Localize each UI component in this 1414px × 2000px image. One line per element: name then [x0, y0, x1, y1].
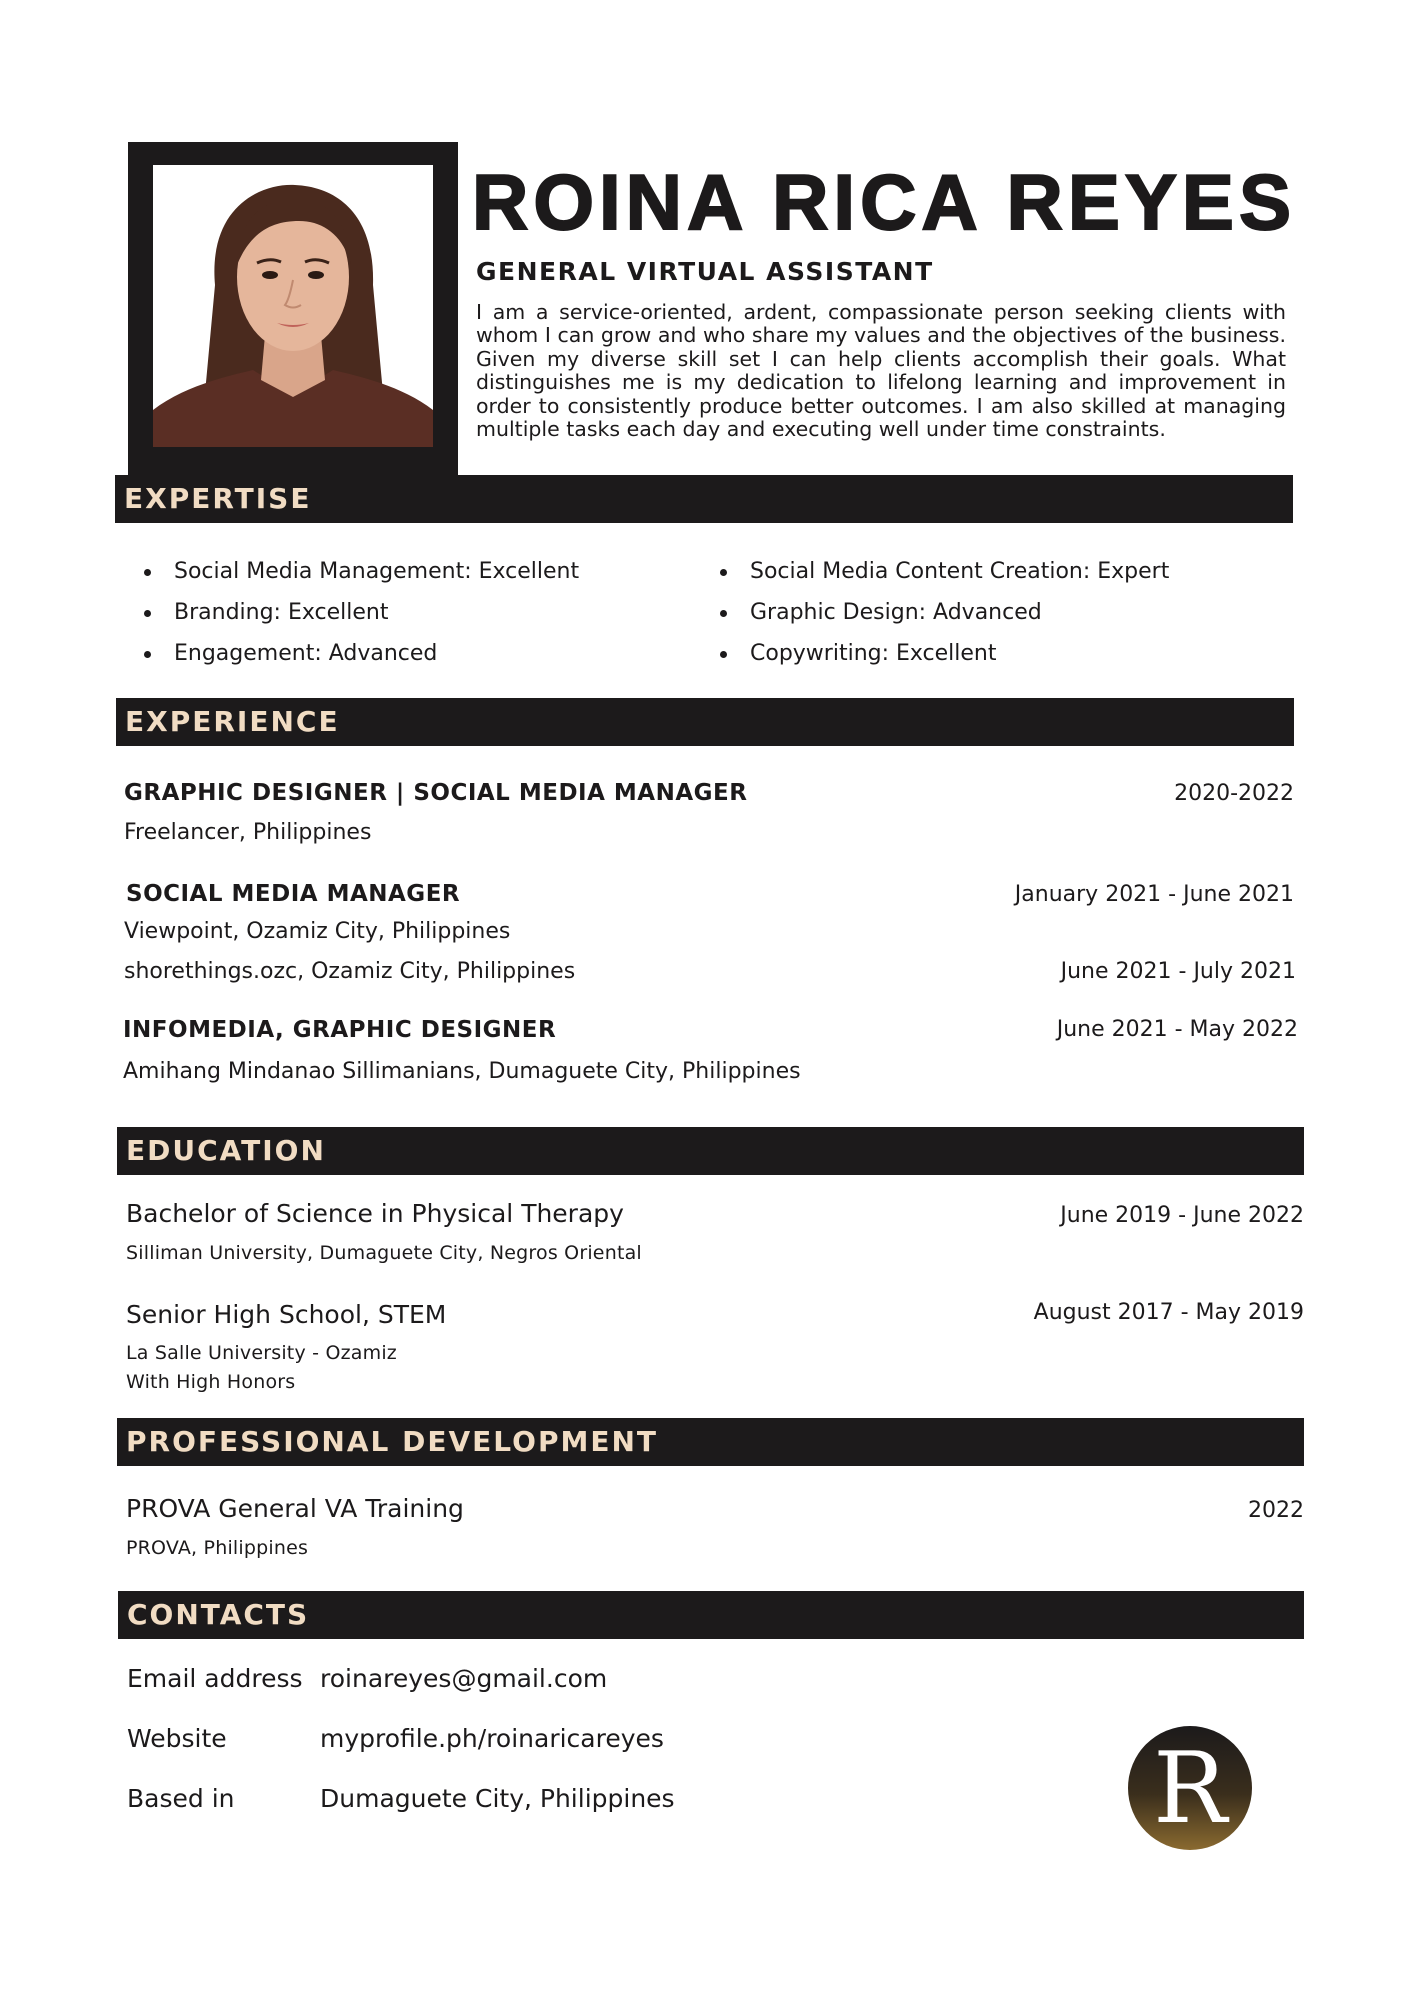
contacts-heading: CONTACTS	[118, 1591, 1304, 1639]
website-value[interactable]: myprofile.ph/roinaricareyes	[320, 1724, 664, 1753]
expertise-heading: EXPERTISE	[115, 475, 1293, 523]
job-date-2b: June 2021 - July 2021	[1060, 959, 1296, 984]
profile-photo	[153, 165, 433, 447]
school-2: La Salle University - Ozamiz	[126, 1342, 397, 1364]
job-place-2: Viewpoint, Ozamiz City, Philippines	[124, 919, 511, 944]
expertise-list-left	[144, 551, 579, 674]
job-date-1: 2020-2022	[1174, 781, 1294, 806]
list-item: Branding: Excellent	[144, 592, 579, 633]
list-item: Social Media Management: Excellent	[144, 551, 579, 592]
degree-date-1: June 2019 - June 2022	[1060, 1203, 1304, 1228]
email-label: Email address	[127, 1664, 303, 1693]
degree-2: Senior High School, STEM	[126, 1300, 447, 1329]
education-heading: EDUCATION	[117, 1127, 1304, 1175]
location-value: Dumaguete City, Philippines	[320, 1784, 675, 1813]
location-label: Based in	[127, 1784, 235, 1813]
monogram-logo	[1128, 1726, 1252, 1850]
school-2-note: With High Honors	[126, 1371, 296, 1393]
development-heading: PROFESSIONAL DEVELOPMENT	[117, 1418, 1304, 1466]
experience-heading: EXPERIENCE	[116, 698, 1294, 746]
job-date-2: January 2021 - June 2021	[1014, 882, 1294, 907]
job-title: GENERAL VIRTUAL ASSISTANT	[476, 257, 934, 286]
profile-summary: I am a service-oriented, ardent, compassionate person seeking clients with whom I can grow and who share my values and the objectives of the business. Given my diverse skill set I can help clients accomplish their goals. What distinguishes me is my dedication to lifelong learning and improvement in order to consistently produce better outcomes. I am also skilled at managing multiple tasks each day and executing well under time constraints.	[476, 300, 1286, 442]
course-date: 2022	[1248, 1498, 1304, 1523]
course-name: PROVA General VA Training	[126, 1494, 464, 1523]
list-item: Engagement: Advanced	[144, 633, 579, 674]
expertise-list-right	[720, 551, 1169, 674]
course-org: PROVA, Philippines	[126, 1537, 309, 1559]
job-place-1: Freelancer, Philippines	[124, 820, 372, 845]
job-title-3: INFOMEDIA, GRAPHIC DESIGNER	[123, 1017, 557, 1043]
candidate-name: ROINA RICA REYES	[472, 158, 1296, 246]
list-item: Graphic Design: Advanced	[720, 592, 1169, 633]
job-title-1: GRAPHIC DESIGNER | SOCIAL MEDIA MANAGER	[124, 780, 748, 806]
job-place-3: Amihang Mindanao Sillimanians, Dumaguete City, Philippines	[123, 1059, 801, 1084]
email-value[interactable]: roinareyes@gmail.com	[320, 1664, 608, 1693]
job-title-2: SOCIAL MEDIA MANAGER	[126, 881, 461, 907]
job-date-3: June 2021 - May 2022	[1056, 1017, 1298, 1042]
job-place-2b: shorethings.ozc, Ozamiz City, Philippines	[124, 959, 576, 984]
website-label: Website	[127, 1724, 227, 1753]
degree-date-2: August 2017 - May 2019	[1033, 1300, 1304, 1325]
list-item: Copywriting: Excellent	[720, 633, 1169, 674]
logo-letter: R	[1153, 1732, 1227, 1846]
list-item: Social Media Content Creation: Expert	[720, 551, 1169, 592]
degree-1: Bachelor of Science in Physical Therapy	[126, 1199, 624, 1228]
school-1: Silliman University, Dumaguete City, Negros Oriental	[126, 1242, 642, 1264]
